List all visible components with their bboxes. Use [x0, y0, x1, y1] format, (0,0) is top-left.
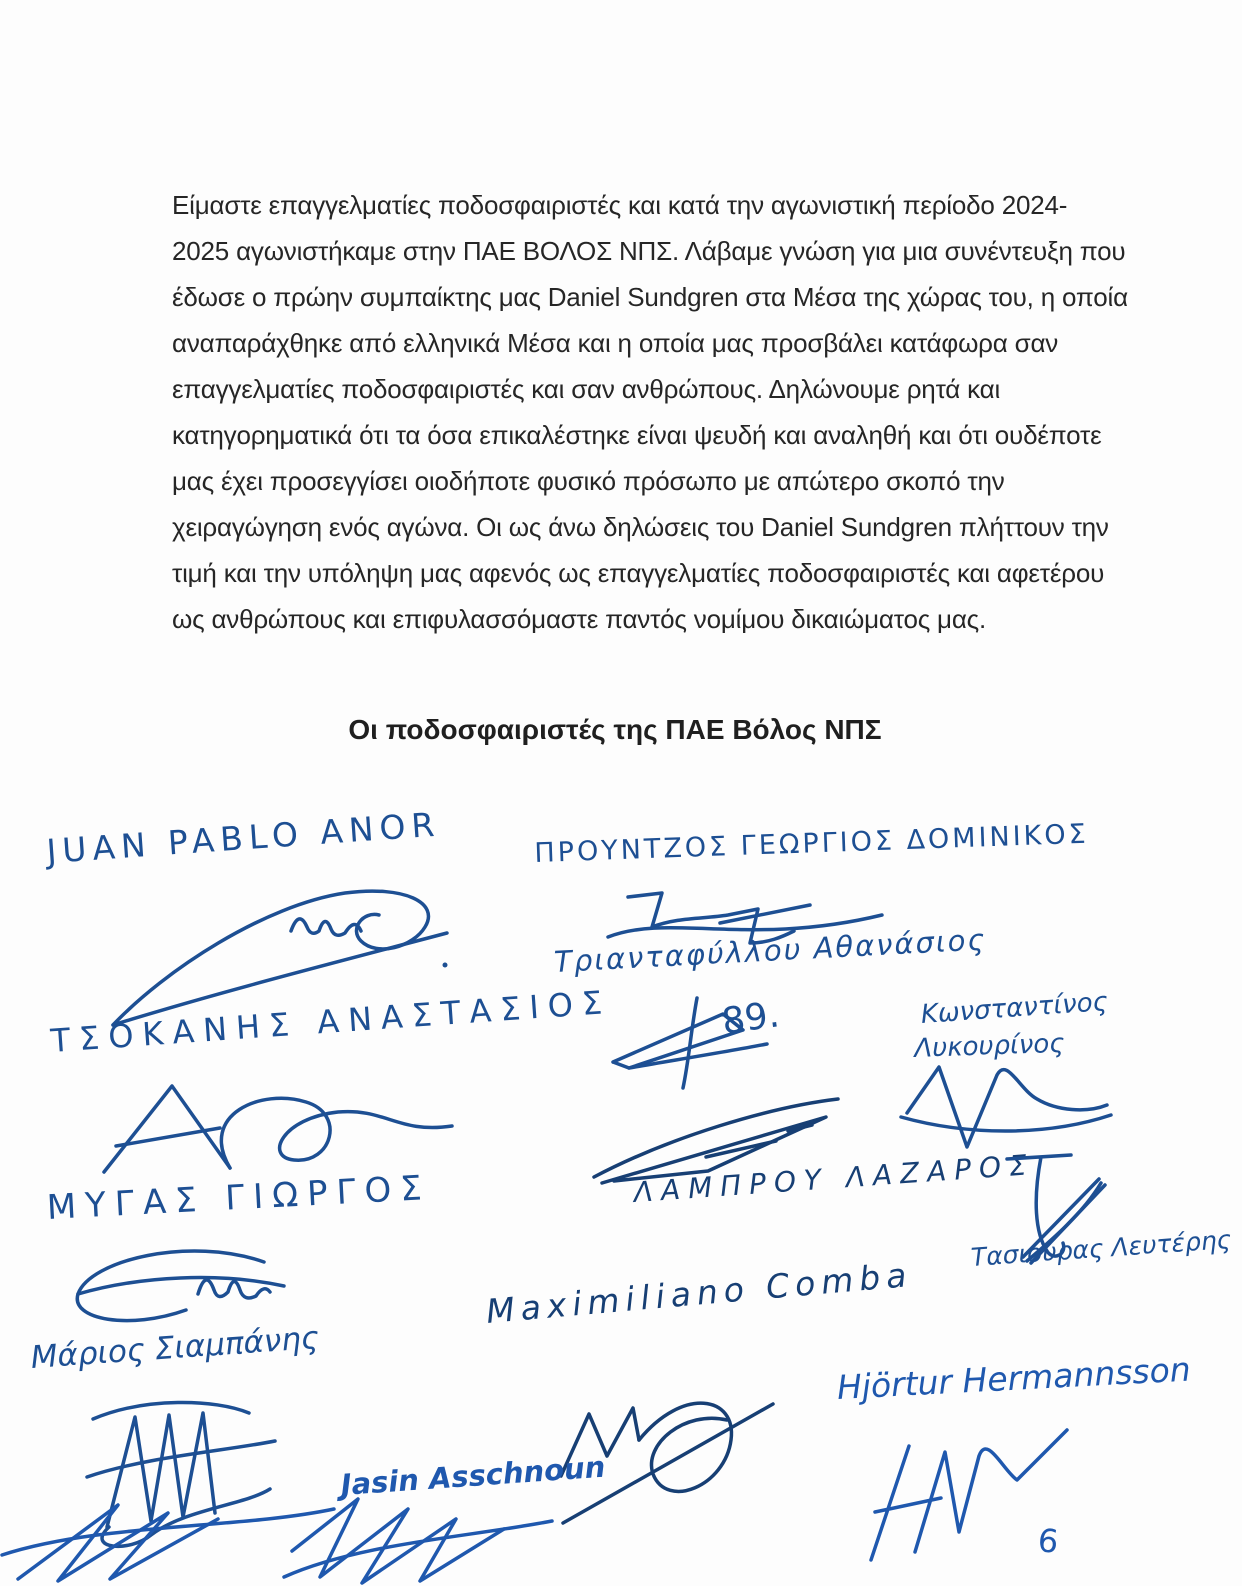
- signature-number-6: 6: [1036, 1521, 1061, 1561]
- body-line: ως ανθρώπους και επιφυλασσόμαστε παντός νομίμου δικαιώματος μας.: [172, 604, 987, 634]
- signature-scribble-tsokanis: [80, 1070, 460, 1180]
- signatories-heading: Οι ποδοσφαιριστές της ΠΑΕ Βόλος ΝΠΣ: [348, 714, 882, 745]
- body-line: τιμή και την υπόληψη μας αφενός ως επαγγελματίες ποδοσφαιριστές και αφετέρου: [172, 558, 1105, 588]
- signature-name-juan-pablo-anor: JUAN PABLO ANOR: [45, 804, 442, 871]
- signature-mark-89: 89.: [719, 994, 782, 1043]
- signature-name-hermannsson: Hjörtur Hermannsson: [835, 1349, 1192, 1407]
- body-line: επαγγελματίες ποδοσφαιριστές και σαν ανθρώπους. Δηλώνουμε ρητά και: [172, 374, 1001, 404]
- signature-name-lykourinos-line1: Κωνσταντίνος: [919, 987, 1109, 1030]
- body-line: μας έχει προσεγγίσει οιοδήποτε φυσικό πρόσωπο με απώτερο σκοπό την: [172, 466, 1005, 496]
- signature-scribble-lykourinos: [895, 1055, 1120, 1155]
- signature-name-tsokanis: ΤΣΟΚΑΝΗΣ ΑΝΑΣΤΑΣΙΟΣ: [49, 982, 613, 1060]
- body-line: κατηγορηματικά ότι τα όσα επικαλέστηκε είναι ψευδή και αναληθή και ότι ουδέποτε: [172, 420, 1102, 450]
- body-line: αναπαράχθηκε από ελληνικά Μέσα και η οποία μας προσβάλει κατάφωρα σαν: [172, 328, 1059, 358]
- signature-name-asschnoun: Jasin Asschnoun: [339, 1449, 607, 1502]
- signature-name-triantafyllou: Τριανταφύλλου Αθανάσιος: [553, 922, 988, 979]
- signature-name-tasiouras: Τασιούρας Λευτέρης: [969, 1224, 1233, 1272]
- body-line: χειραγώγηση ενός αγώνα. Οι ως άνω δηλώσεις του Daniel Sundgren πλήττουν την: [172, 512, 1109, 542]
- signature-name-lamprou: ΛΑΜΠΡΟΥ ΛΑΖΑΡΟΣ: [632, 1148, 1036, 1209]
- signature-name-comba: Maximiliano Comba: [484, 1254, 914, 1331]
- body-line: Είμαστε επαγγελματίες ποδοσφαιριστές και κατά την αγωνιστική περίοδο 2024-: [172, 190, 1068, 220]
- signature-name-siampanis: Μάριος Σιαμπάνης: [29, 1319, 321, 1376]
- signature-name-lykourinos-line2: Λυκουρίνος: [913, 1028, 1066, 1064]
- body-line: έδωσε ο πρώην συμπαίκτης μας Daniel Sundgren στα Μέσα της χώρας του, η οποία: [172, 282, 1128, 312]
- body-line: 2025 αγωνιστήκαμε στην ΠΑΕ ΒΟΛΟΣ ΝΠΣ. Λάβαμε γνώση για μια συνέντευξη που: [172, 236, 1126, 266]
- statement-paragraph: [172, 182, 1128, 642]
- signature-name-mygas: ΜΥΓΑΣ ΓΙΩΡΓΟΣ: [45, 1167, 432, 1228]
- signature-scribble-corner: [0, 1495, 340, 1586]
- signature-name-prountzos: ΠΡΟΥΝΤΖΟΣ ΓΕΩΡΓΙΟΣ ΔΟΜΙΝΙΚΟΣ: [533, 818, 1090, 869]
